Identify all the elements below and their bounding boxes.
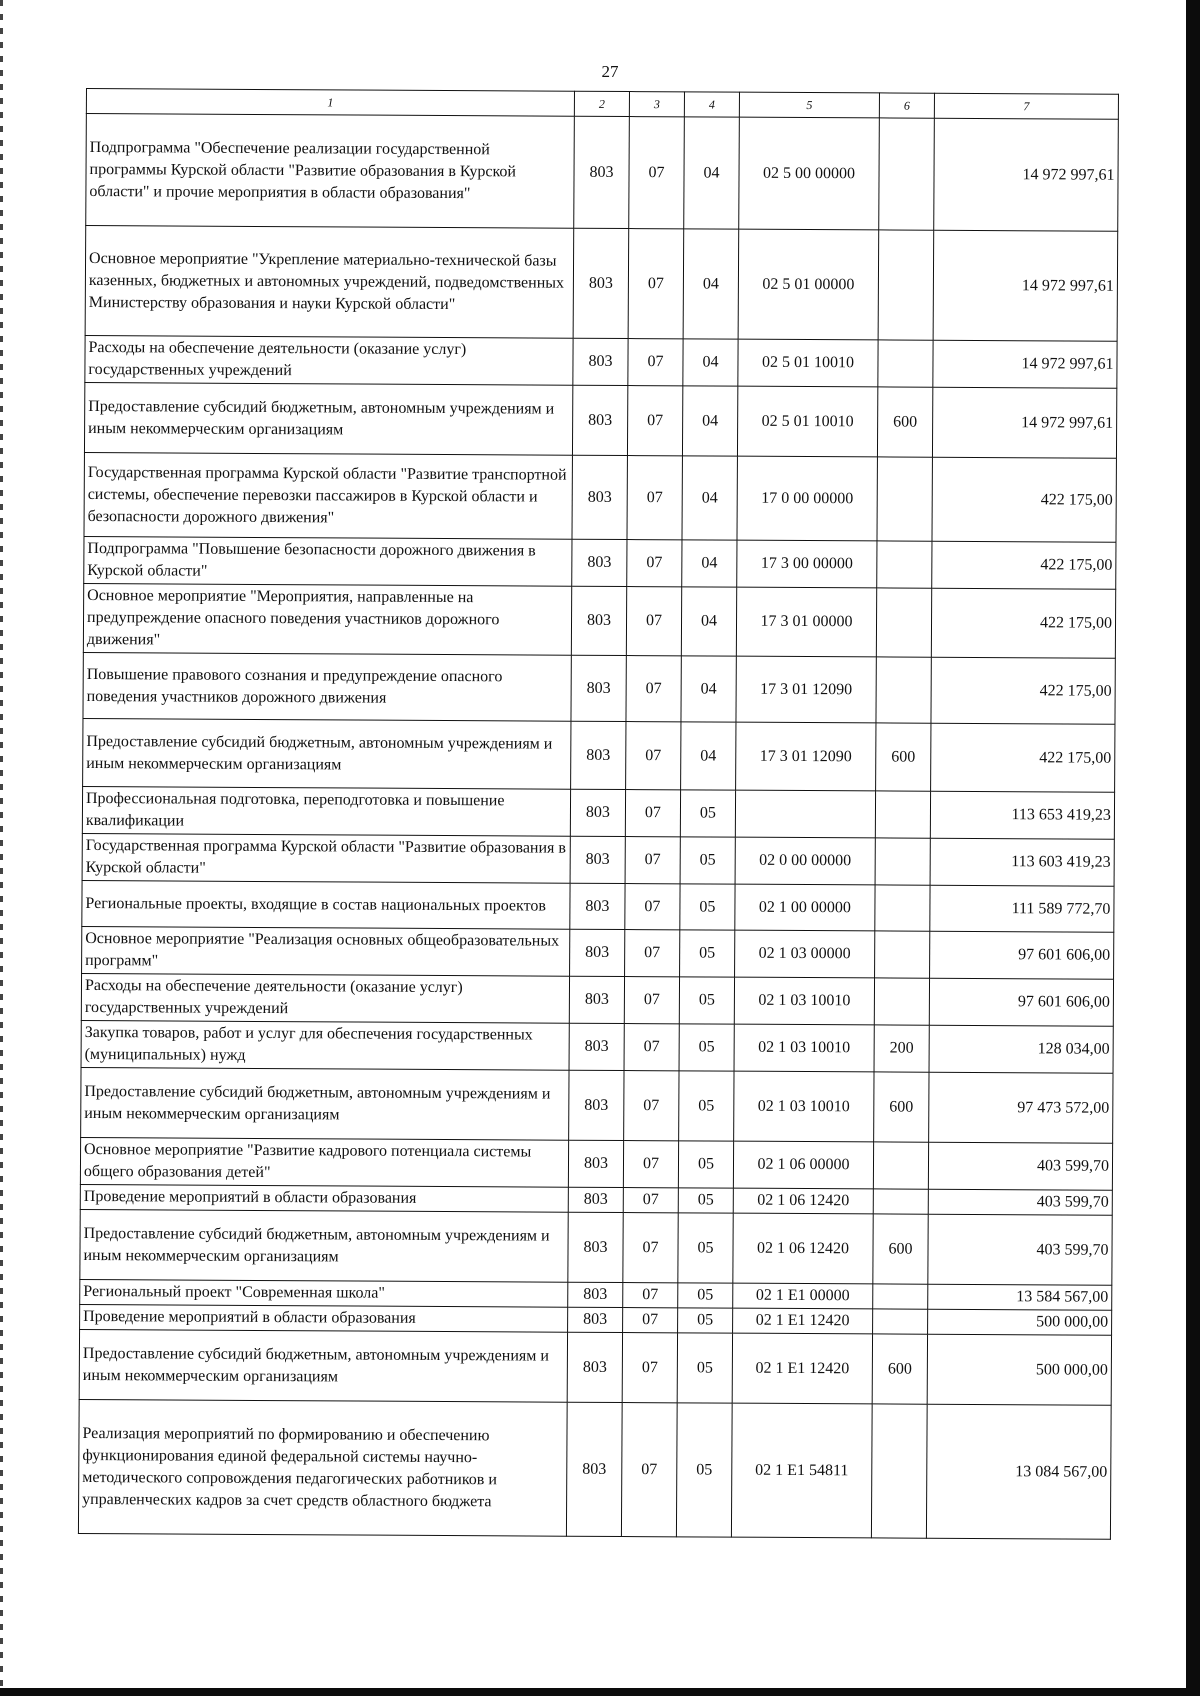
subsection-code: 05 [679,1071,734,1141]
section-code: 07 [629,117,685,229]
amount-value: 14 972 997,61 [933,340,1117,388]
expense-name: Предоставление субсидий бюджетным, автономным учреждениям и иным некоммерческим организациям [80,1209,568,1282]
grbs-code: 803 [571,721,626,789]
section-code: 07 [624,1024,679,1071]
section-code: 07 [625,837,680,884]
expense-name: Подпрограмма "Повышение безопасности дорожного движения в Курской области" [84,536,572,586]
section-code: 07 [624,977,679,1024]
target-article-code: 02 5 01 00000 [738,229,879,340]
amount-value: 422 175,00 [932,541,1116,589]
table-row [82,926,1114,979]
expense-type-code [875,838,930,885]
target-article-code: 02 1 03 00000 [735,930,875,978]
expense-name: Предоставление субсидий бюджетным, автономным учреждениям и иным некоммерческим организациям [79,1329,567,1402]
amount-value: 97 473 572,00 [929,1072,1113,1143]
target-article-code: 02 1 03 10010 [734,1024,874,1072]
target-article-code: 02 5 00 00000 [739,117,880,230]
amount-value: 500 000,00 [927,1334,1111,1405]
grbs-code: 803 [573,338,628,385]
expense-type-code: 200 [874,1025,929,1072]
subsection-code: 05 [680,790,735,837]
expense-name: Предоставление субсидий бюджетным, автономным учреждениям и иным некоммерческим организациям [81,1067,569,1140]
grbs-code: 803 [572,539,627,586]
table-row [82,880,1114,932]
table-row [80,1137,1112,1190]
expense-type-code [873,1309,928,1334]
budget-sheet [78,88,1118,1540]
section-code: 07 [622,1333,677,1403]
section-code: 07 [627,456,682,540]
subsection-code: 05 [678,1141,733,1188]
expense-type-code [871,1404,927,1538]
subsection-code: 05 [680,837,735,884]
expense-type-code [878,340,933,387]
table-row [82,786,1114,839]
expense-type-code [878,230,934,340]
target-article-code: 02 0 00 00000 [735,837,875,885]
table-row [84,452,1116,542]
amount-value: 13 584 567,00 [928,1284,1112,1310]
table-body [78,89,1118,1540]
column-number: 2 [574,91,629,116]
table-row [83,652,1115,724]
section-code: 07 [625,884,680,930]
target-article-code [735,790,875,838]
section-code: 07 [623,1283,678,1308]
section-code: 07 [628,229,684,339]
expense-name: Реализация мероприятий по формированию и обеспечению функционирования единой федеральной системы научно-методического сопровождения педагогических работников и управленческих кадров за счет средств областного бюджета [78,1399,567,1536]
table-row [86,114,1119,232]
amount-value: 422 175,00 [931,723,1115,792]
grbs-code: 803 [570,789,625,836]
target-article-code: 02 1 03 10010 [734,977,874,1025]
expense-type-code [874,978,929,1025]
expense-name: Проведение мероприятий в области образования [80,1304,568,1332]
target-article-code: 02 5 01 10010 [737,386,877,457]
expense-name: Государственная программа Курской области "Развитие транспортной системы, обеспечение перевозки пассажиров в Курской области и безопасности дорожного движения" [84,452,572,539]
section-code: 07 [624,1071,679,1141]
grbs-code: 803 [568,1212,623,1282]
amount-value: 14 972 997,61 [932,387,1116,458]
subsection-code: 05 [678,1213,733,1283]
target-article-code: 02 1 03 10010 [734,1071,874,1142]
grbs-code: 803 [569,1023,624,1070]
expense-type-code: 600 [872,1334,927,1404]
column-number: 5 [739,92,879,118]
section-code: 07 [626,722,681,790]
table-row [78,1399,1111,1539]
amount-value: 111 589 772,70 [930,885,1114,932]
expense-type-code [875,931,930,978]
subsection-code: 04 [684,117,740,229]
amount-value: 13 084 567,00 [926,1404,1111,1539]
column-number: 4 [684,92,739,117]
expense-name: Проведение мероприятий в области образования [80,1184,568,1212]
expense-type-code [873,1284,928,1309]
target-article-code: 17 3 01 12090 [736,656,876,723]
expense-type-code: 600 [873,1214,928,1284]
subsection-code: 05 [678,1283,733,1308]
table-row [79,1329,1111,1405]
amount-value: 403 599,70 [928,1214,1112,1285]
subsection-code: 05 [677,1333,732,1403]
grbs-code: 803 [571,655,626,721]
subsection-code: 05 [679,977,734,1024]
expense-name: Региональные проекты, входящие в состав национальных проектов [82,880,570,929]
expense-type-code [873,1189,928,1214]
subsection-code: 05 [676,1403,732,1537]
grbs-code: 803 [573,228,629,338]
expense-name: Основное мероприятие "Развитие кадрового потенциала системы общего образования детей" [80,1137,568,1187]
table-row [81,1067,1113,1143]
table-row [80,1209,1112,1285]
page-number: 27 [601,62,619,81]
target-article-code: 02 5 01 10010 [738,339,878,387]
table-row [84,382,1116,458]
expense-name: Повышение правового сознания и предупреждение опасного поведения участников дорожного движения [83,652,571,721]
section-code: 07 [625,790,680,837]
expense-name: Предоставление субсидий бюджетным, автономным учреждениям и иным некоммерческим организациям [83,718,571,789]
table-row [83,583,1115,658]
section-code: 07 [628,339,683,386]
expense-type-code [875,885,930,931]
amount-value: 403 599,70 [928,1189,1112,1215]
grbs-code: 803 [566,1402,622,1536]
amount-value: 113 653 419,23 [930,791,1114,839]
grbs-code: 803 [568,1307,623,1332]
target-article-code: 17 3 01 00000 [736,587,876,657]
section-code: 07 [623,1188,678,1213]
subsection-code: 04 [681,587,736,656]
amount-value: 500 000,00 [928,1309,1112,1335]
amount-value: 422 175,00 [931,588,1115,658]
subsection-code: 04 [681,722,736,790]
grbs-code: 803 [569,976,624,1023]
column-number: 3 [629,92,684,117]
expense-type-code [876,657,931,723]
target-article-code: 02 1 06 12420 [733,1213,873,1284]
table-row [81,1020,1113,1073]
table-row [85,226,1118,342]
section-code: 07 [621,1403,677,1537]
grbs-code: 803 [570,883,625,929]
scan-bottom-edge [0,1688,1200,1696]
grbs-code: 803 [572,455,627,539]
subsection-code: 05 [678,1188,733,1213]
expense-type-code: 600 [877,387,932,457]
subsection-code: 04 [682,540,737,587]
section-code: 07 [623,1141,678,1188]
subsection-code: 04 [682,456,737,540]
target-article-code: 02 1 06 12420 [733,1188,873,1214]
table-row [85,335,1117,388]
column-number: 1 [86,89,574,117]
grbs-code: 803 [567,1332,622,1402]
table-row [81,973,1113,1026]
scan-right-edge [1186,0,1200,1696]
section-code: 07 [625,930,680,977]
expense-type-code [877,457,932,541]
subsection-code: 04 [681,656,736,722]
expense-name: Расходы на обеспечение деятельности (оказание услуг) государственных учреждений [81,973,569,1023]
target-article-code: 02 1 E1 12420 [732,1333,872,1404]
expense-name: Предоставление субсидий бюджетным, автономным учреждениям и иным некоммерческим организациям [84,382,572,455]
subsection-code: 05 [680,884,735,930]
amount-value: 128 034,00 [929,1025,1113,1073]
grbs-code: 803 [572,385,627,455]
section-code: 07 [627,386,682,456]
target-article-code: 17 0 00 00000 [737,456,877,541]
expense-name: Основное мероприятие "Укрепление материально-технической базы казенных, бюджетных и автономных учреждений, подведомственных Министерству образования и науки Курской области" [85,226,574,339]
expense-type-code: 600 [876,723,931,791]
section-code: 07 [623,1308,678,1333]
grbs-code: 803 [570,836,625,883]
amount-value: 14 972 997,61 [934,118,1119,231]
target-article-code: 17 3 00 00000 [737,540,877,588]
table-row [82,833,1114,886]
scan-left-edge [0,0,3,1696]
budget-table [78,88,1119,1540]
target-article-code: 02 1 00 00000 [735,884,875,931]
target-article-code: 17 3 01 12090 [736,722,876,791]
table-row [83,718,1115,792]
amount-value: 422 175,00 [931,657,1115,724]
subsection-code: 05 [680,930,735,977]
amount-value: 113 603 419,23 [930,838,1114,886]
subsection-code: 04 [682,386,737,456]
grbs-code: 803 [568,1187,623,1212]
grbs-code: 803 [568,1282,623,1307]
table-row [84,536,1116,589]
column-number: 7 [934,93,1118,119]
amount-value: 14 972 997,61 [933,230,1118,341]
expense-type-code [875,791,930,838]
grbs-code: 803 [574,116,630,228]
grbs-code: 803 [568,1140,623,1187]
section-code: 07 [623,1213,678,1283]
column-number: 6 [879,93,934,118]
grbs-code: 803 [571,586,626,655]
subsection-code: 04 [683,339,738,386]
subsection-code: 05 [678,1308,733,1333]
target-article-code: 02 1 E1 00000 [733,1283,873,1309]
expense-name: Основное мероприятие "Реализация основных общеобразовательных программ" [82,926,570,976]
expense-name: Государственная программа Курской области "Развитие образования в Курской области" [82,833,570,883]
expense-type-code [877,541,932,588]
expense-type-code [876,588,931,657]
amount-value: 403 599,70 [928,1142,1112,1190]
expense-name: Основное мероприятие "Мероприятия, направленные на предупреждение опасного поведения участников дорожного движения" [83,583,571,655]
grbs-code: 803 [570,929,625,976]
section-code: 07 [626,587,681,656]
expense-name: Закупка товаров, работ и услуг для обеспечения государственных (муниципальных) нужд [81,1020,569,1070]
subsection-code: 04 [683,229,739,339]
expense-type-code [879,118,935,230]
expense-name: Подпрограмма "Обеспечение реализации государственной программы Курской области "Развитие образования в Курской области" и прочие мероприятия в области образования" [86,114,575,229]
expense-type-code [873,1142,928,1189]
grbs-code: 803 [569,1070,624,1140]
expense-name: Расходы на обеспечение деятельности (оказание услуг) государственных учреждений [85,335,573,385]
target-article-code: 02 1 E1 12420 [733,1308,873,1334]
subsection-code: 05 [679,1024,734,1071]
target-article-code: 02 1 E1 54811 [731,1403,872,1538]
amount-value: 97 601 606,00 [929,978,1113,1026]
expense-name: Профессиональная подготовка, переподготовка и повышение квалификации [82,786,570,836]
target-article-code: 02 1 06 00000 [733,1141,873,1189]
amount-value: 97 601 606,00 [930,931,1114,979]
expense-name: Региональный проект "Современная школа" [80,1279,568,1307]
amount-value: 422 175,00 [932,457,1116,542]
section-code: 07 [627,540,682,587]
section-code: 07 [626,656,681,722]
expense-type-code: 600 [874,1072,929,1142]
